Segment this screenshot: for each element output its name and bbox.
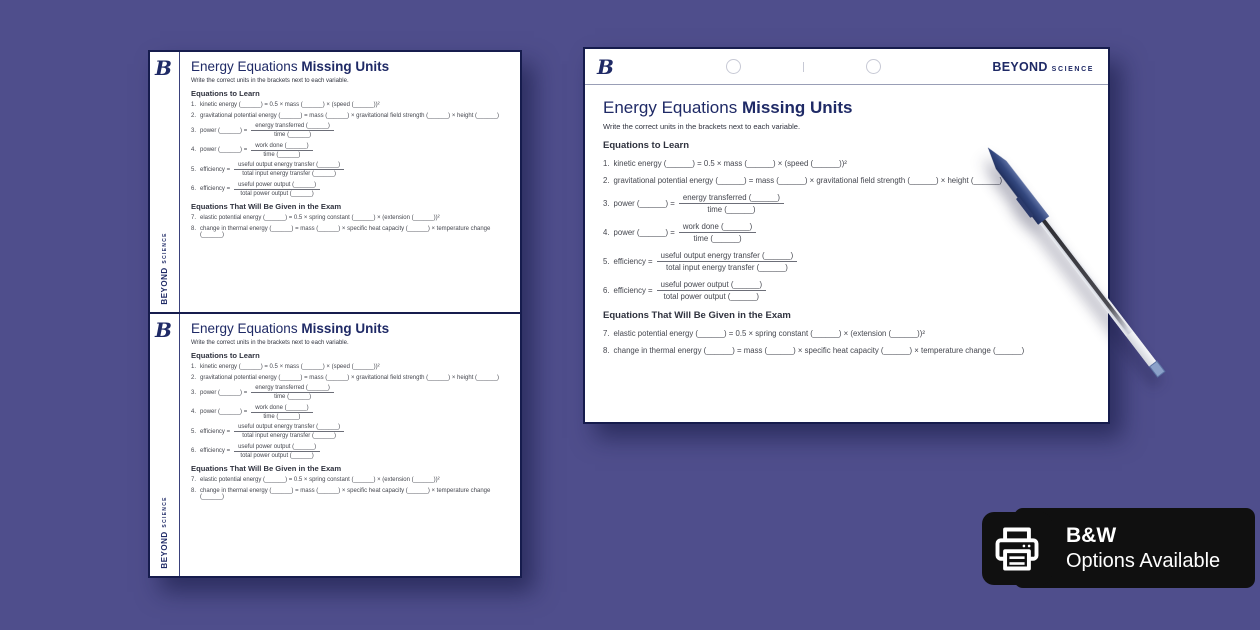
worksheet-title-bold: Missing Units: [741, 98, 853, 117]
equation-text: change in thermal energy (______) = mass (______) × specific heat capacity (______) × temperature change (______): [200, 225, 491, 238]
equation-row: [603, 159, 1100, 168]
worksheet-header: [585, 49, 1108, 85]
fraction-numerator: useful power output (______): [234, 182, 320, 190]
equation-fraction: [234, 162, 344, 177]
equation-number: 7.: [603, 328, 610, 338]
fraction-denominator: time (______): [263, 413, 301, 420]
fraction-denominator: total input energy transfer (______): [666, 262, 788, 272]
equation-fraction: [251, 143, 312, 158]
worksheet-title: [191, 59, 512, 75]
equation-lhs: efficiency =: [200, 448, 231, 455]
equation-number: 1.: [191, 364, 197, 371]
badge-line2: Options Available: [1066, 549, 1221, 572]
equations-learn-list: [191, 102, 512, 197]
equation-lhs: power (______) =: [613, 198, 675, 208]
fraction-numerator: useful power output (______): [234, 444, 320, 452]
equations-learn-list: [191, 364, 512, 459]
worksheet-content: [180, 314, 520, 576]
equation-number: 5.: [191, 166, 197, 173]
fraction-denominator: time (______): [274, 132, 312, 139]
vertical-brand-text: [156, 496, 174, 569]
equation-row: [603, 329, 1100, 338]
equation-row: [191, 405, 512, 420]
punch-hole-icon: [726, 59, 741, 74]
equation-lhs: power (______) =: [613, 227, 675, 237]
equation-row: [191, 123, 512, 138]
equation-number: 1.: [191, 102, 197, 109]
equation-text: elastic potential energy (______) = 0.5 × spring constant (______) × (extension (______))²: [613, 328, 925, 338]
worksheet-content: [180, 52, 520, 312]
equation-number: 3.: [603, 198, 610, 208]
worksheet-content: [585, 85, 1108, 371]
equation-row: [191, 385, 512, 400]
fraction-numerator: energy transferred (______): [251, 123, 334, 131]
fraction-numerator: work done (______): [251, 143, 312, 151]
printer-icon: [982, 512, 1052, 585]
section-heading-learn: Equations to Learn: [191, 350, 260, 360]
equation-number: 8.: [191, 487, 197, 494]
equation-text: kinetic energy (______) = 0.5 × mass (______) × (speed (______))²: [200, 364, 380, 371]
fraction-denominator: time (______): [263, 151, 301, 158]
equation-row: [603, 280, 1100, 301]
equation-fraction: [234, 444, 320, 459]
worksheet-title-bold: Missing Units: [301, 59, 390, 74]
worksheet-sidebar: [150, 314, 180, 576]
fraction-numerator: work done (______): [679, 222, 756, 233]
fraction-denominator: time (______): [707, 204, 756, 214]
section-heading-exam: Equations That Will Be Given in the Exam: [191, 201, 342, 211]
equation-number: 7.: [191, 477, 197, 484]
fraction-numerator: energy transferred (______): [251, 385, 334, 393]
equation-number: 2.: [191, 374, 197, 381]
equation-row: [191, 162, 512, 177]
equation-fraction: [657, 251, 798, 272]
fraction-denominator: total input energy transfer (______): [242, 171, 336, 178]
equation-row: [191, 215, 512, 221]
equation-number: 6.: [603, 285, 610, 295]
worksheet-copy-bottom: [150, 314, 520, 576]
equation-row: [191, 444, 512, 459]
equation-number: 7.: [191, 215, 197, 222]
fraction-denominator: total input energy transfer (______): [242, 433, 336, 440]
equation-text: elastic potential energy (______) = 0.5 × spring constant (______) × (extension (______))²: [200, 215, 440, 222]
equation-row: [191, 364, 512, 370]
equation-row: [191, 477, 512, 483]
fraction-denominator: total power output (______): [663, 291, 760, 301]
equation-row: [191, 102, 512, 108]
equation-fraction: [657, 280, 766, 301]
worksheet-title-regular: Energy Equations: [191, 59, 298, 74]
equation-number: 2.: [191, 112, 197, 119]
worksheet-title-regular: Energy Equations: [191, 321, 298, 336]
equations-exam-list: [191, 477, 512, 500]
fraction-numerator: useful power output (______): [657, 280, 766, 291]
badge-text: [1066, 523, 1220, 572]
pen-clear-end: [1126, 331, 1156, 366]
punch-guides: [614, 59, 992, 74]
equation-fraction: [251, 385, 334, 400]
equation-number: 8.: [603, 345, 610, 355]
equation-number: 1.: [603, 158, 610, 168]
equation-fraction: [679, 222, 756, 243]
brand-name: BEYOND: [160, 267, 169, 305]
equation-number: 6.: [191, 448, 197, 455]
equation-text: change in thermal energy (______) = mass (______) × specific heat capacity (______) × temperature change (______): [200, 487, 491, 500]
worksheet-copy-top: [150, 52, 520, 314]
equation-lhs: power (______) =: [200, 409, 248, 416]
pen-end-plug: [1149, 360, 1165, 377]
fraction-denominator: time (______): [274, 394, 312, 401]
equation-number: 4.: [603, 227, 610, 237]
worksheet-page-two-up: [148, 50, 522, 578]
equation-lhs: efficiency =: [200, 186, 231, 193]
fraction-numerator: useful output energy transfer (______): [234, 424, 344, 432]
worksheet-page-single: [583, 47, 1110, 424]
equation-row: [191, 226, 512, 238]
equation-number: 8.: [191, 225, 197, 232]
punch-hole-icon: [866, 59, 881, 74]
equation-row: [603, 222, 1100, 243]
punch-center-mark: [803, 62, 804, 72]
equation-row: [191, 424, 512, 439]
beyond-logo-icon: B: [155, 318, 172, 342]
equation-fraction: [251, 405, 312, 420]
equation-text: gravitational potential energy (______) = mass (______) × gravitational field strength (______) × height (______): [613, 175, 1003, 185]
equations-learn-list: [603, 159, 1100, 301]
worksheet-instruction: Write the correct units in the brackets next to each variable.: [603, 121, 801, 131]
section-heading-exam: Equations That Will Be Given in the Exam: [191, 463, 342, 473]
equation-number: 5.: [603, 256, 610, 266]
equation-lhs: efficiency =: [200, 166, 231, 173]
worksheet-title-regular: Energy Equations: [603, 98, 738, 117]
equation-row: [191, 113, 512, 119]
equation-number: 3.: [191, 389, 197, 396]
worksheet-title: [603, 98, 1100, 118]
fraction-denominator: time (______): [693, 233, 742, 243]
equation-text: change in thermal energy (______) = mass (______) × specific heat capacity (______) × temperature change (______): [613, 345, 1025, 355]
equation-number: 6.: [191, 186, 197, 193]
equation-fraction: [679, 193, 784, 214]
brand-subname: SCIENCE: [162, 232, 168, 264]
badge-line1: B&W: [1066, 524, 1117, 548]
equation-row: [191, 143, 512, 158]
fraction-numerator: work done (______): [251, 405, 312, 413]
equation-text: elastic potential energy (______) = 0.5 × spring constant (______) × (extension (______))²: [200, 477, 440, 484]
worksheet-instruction: Write the correct units in the brackets next to each variable.: [191, 77, 349, 84]
equation-text: kinetic energy (______) = 0.5 × mass (______) × (speed (______))²: [200, 102, 380, 109]
equation-lhs: efficiency =: [613, 285, 653, 295]
brand-subname: SCIENCE: [162, 496, 168, 528]
equation-fraction: [251, 123, 334, 138]
section-heading-learn: Equations to Learn: [603, 139, 690, 151]
brand-lockup: [992, 60, 1094, 74]
fraction-denominator: total power output (______): [240, 190, 314, 197]
equation-row: [603, 346, 1100, 355]
brand-name: BEYOND: [160, 531, 169, 569]
equation-number: 3.: [191, 127, 197, 134]
equation-lhs: power (______) =: [200, 127, 248, 134]
equation-row: [603, 251, 1100, 272]
fraction-numerator: useful output energy transfer (______): [234, 162, 344, 170]
worksheet-sidebar: [150, 52, 180, 312]
equation-number: 4.: [191, 409, 197, 416]
fraction-numerator: energy transferred (______): [679, 193, 784, 204]
equation-lhs: power (______) =: [200, 389, 248, 396]
equation-lhs: efficiency =: [613, 256, 653, 266]
equation-number: 4.: [191, 147, 197, 154]
fraction-numerator: useful output energy transfer (______): [657, 251, 798, 262]
equation-fraction: [234, 182, 320, 197]
worksheet-title: [191, 321, 512, 337]
equation-text: kinetic energy (______) = 0.5 × mass (______) × (speed (______))²: [613, 158, 847, 168]
equation-row: [191, 375, 512, 381]
beyond-logo-icon: B: [597, 54, 614, 79]
equation-number: 5.: [191, 428, 197, 435]
equations-exam-list: [603, 329, 1100, 355]
beyond-logo-icon: B: [155, 56, 172, 80]
equation-row: [191, 182, 512, 197]
equation-lhs: efficiency =: [200, 428, 231, 435]
fraction-denominator: total power output (______): [240, 452, 314, 459]
equation-fraction: [234, 424, 344, 439]
section-heading-exam: Equations That Will Be Given in the Exam: [603, 309, 791, 321]
equation-lhs: power (______) =: [200, 147, 248, 154]
section-heading-learn: Equations to Learn: [191, 88, 260, 98]
equations-exam-list: [191, 215, 512, 238]
brand-subname: SCIENCE: [1051, 65, 1094, 73]
equation-row: [191, 488, 512, 500]
brand-name: BEYOND: [992, 59, 1048, 74]
vertical-brand-text: [156, 232, 174, 305]
equation-text: gravitational potential energy (______) = mass (______) × gravitational field strength (______) × height (______): [200, 112, 500, 119]
worksheet-instruction: Write the correct units in the brackets next to each variable.: [191, 339, 349, 346]
equation-text: gravitational potential energy (______) = mass (______) × gravitational field strength (______) × height (______): [200, 374, 500, 381]
equation-number: 2.: [603, 175, 610, 185]
worksheet-title-bold: Missing Units: [301, 321, 390, 336]
